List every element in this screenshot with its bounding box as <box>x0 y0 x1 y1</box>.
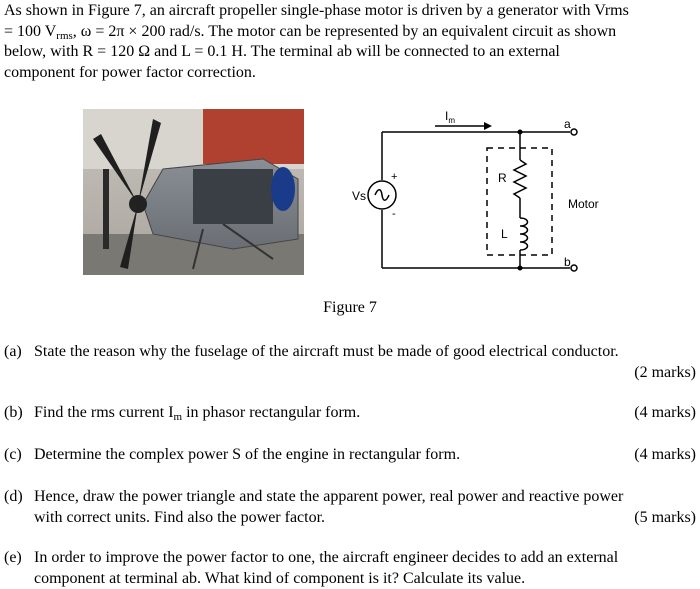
question-marks: (4 marks) <box>634 445 696 466</box>
terminal-b-label: b <box>564 255 571 269</box>
equivalent-circuit-diagram <box>340 100 620 290</box>
minus-sign: - <box>392 208 396 220</box>
question-text-continued: with correct units. Find also the power factor. <box>34 508 325 529</box>
question-label: (a) <box>4 342 22 363</box>
question-marks: (5 marks) <box>634 508 696 529</box>
figure-caption: Figure 7 <box>0 299 700 317</box>
question-marks: (2 marks) <box>634 363 696 384</box>
inductor-label: L <box>501 227 508 241</box>
motor-label: Motor <box>568 197 599 211</box>
intro-line-3: below, with R = 120 Ω and L = 0.1 H. The terminal ab will be connected to an external <box>4 42 696 63</box>
question-label: (d) <box>4 487 23 508</box>
question-text: State the reason why the fuselage of the aircraft must be made of good electrical conductor. <box>34 342 696 363</box>
intro-line-1: As shown in Figure 7, an aircraft propeller single-phase motor is driven by a generator with Vrms <box>4 1 696 22</box>
terminal-a-label: a <box>564 117 571 131</box>
intro-line-4: component for power factor correction. <box>4 63 696 84</box>
question-marks: (4 marks) <box>634 403 696 424</box>
intro-line-2: = 100 $V_{rms}$, ω = 2π × 200 rad/s. The motor can be represented by an equivalent circuit as shown <box>4 22 696 43</box>
resistor-label: R <box>498 171 507 185</box>
question-text: In order to improve the power factor to one, the aircraft engineer decides to add an external <box>34 548 696 569</box>
question-text: Determine the complex power S of the engine in rectangular form. <box>34 445 696 466</box>
question-text: Hence, draw the power triangle and state the apparent power, real power and reactive power <box>34 487 696 508</box>
question-label: (b) <box>4 403 23 424</box>
propeller-motor-photo <box>83 109 304 275</box>
plus-sign: + <box>391 171 397 183</box>
current-label: $I_m$ <box>445 109 455 125</box>
question-label: (e) <box>4 548 22 569</box>
question-text-continued: component at terminal ab. What kind of component is it? Calculate its value. <box>34 569 525 589</box>
source-label: Vs <box>352 189 366 203</box>
problem-statement <box>4 1 696 83</box>
question-text: Find the rms current $I_m$ in phasor rectangular form. <box>34 403 696 424</box>
question-label: (c) <box>4 445 22 466</box>
